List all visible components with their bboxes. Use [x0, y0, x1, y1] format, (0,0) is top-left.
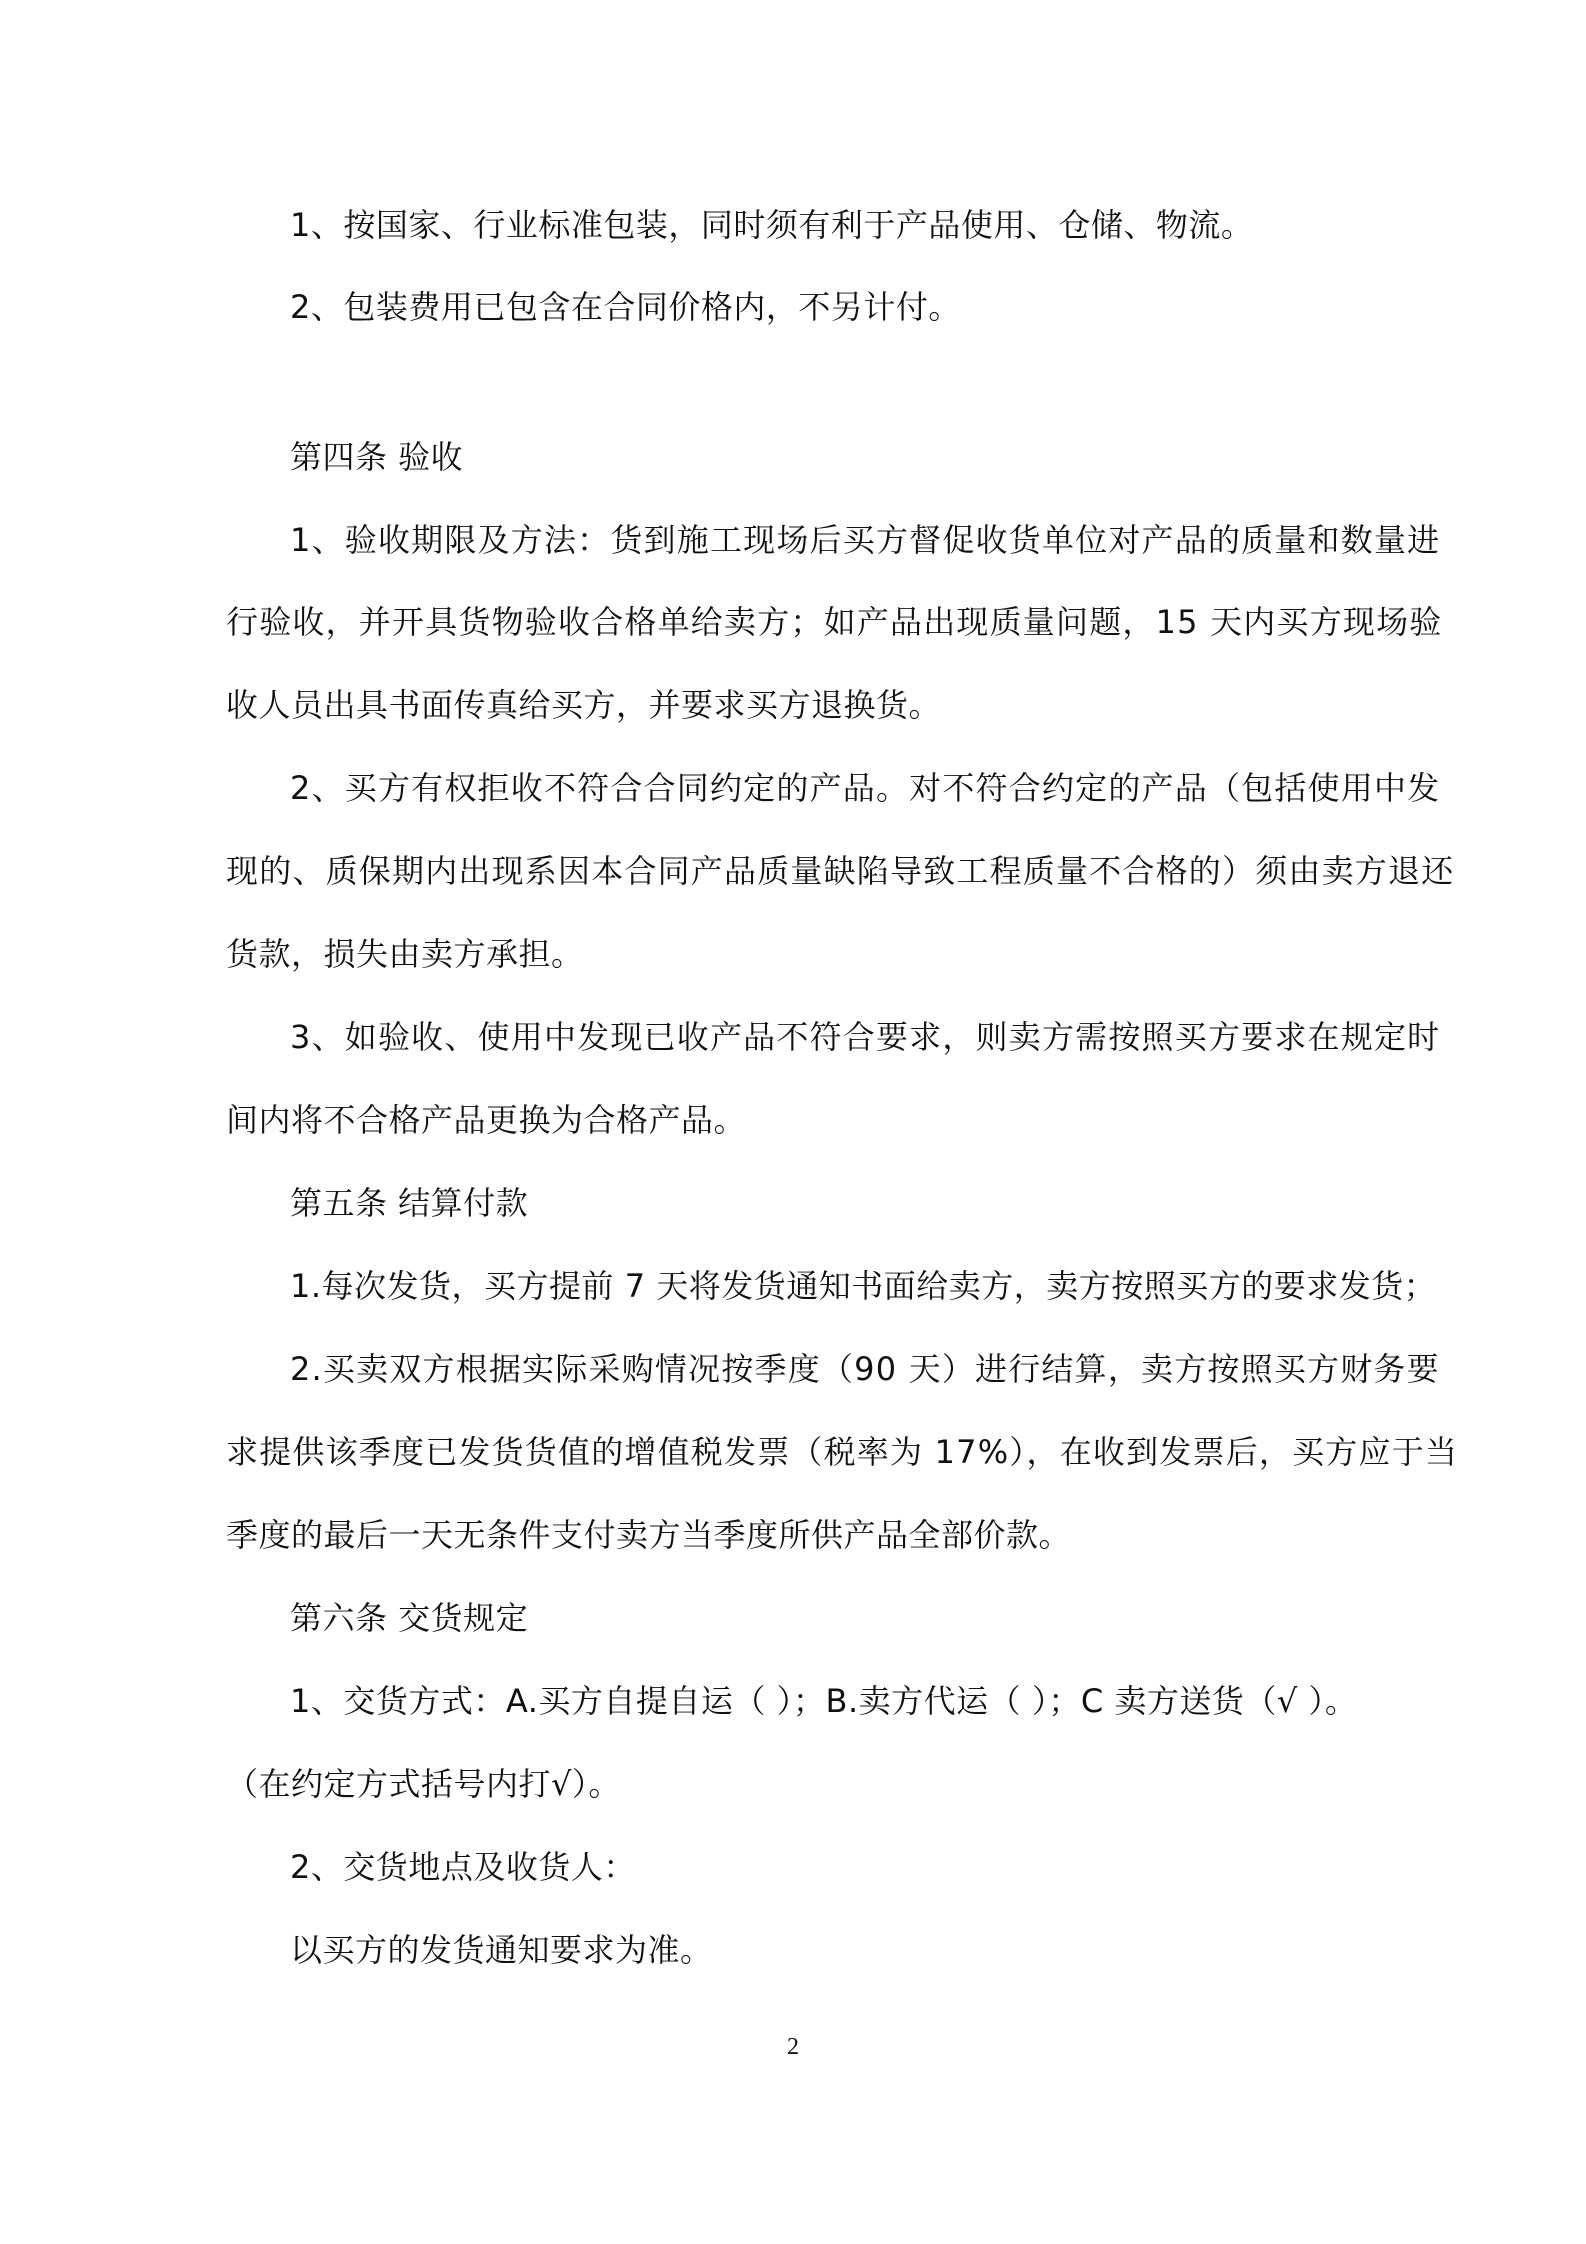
- article-6-item-2-detail: 以买方的发货通知要求为准。: [290, 1931, 713, 1969]
- article-6-item-1-line-1: 1、交货方式：A.买方自提自运（ ）；B.卖方代运（ ）；C 卖方送货（√ ）。: [290, 1682, 1358, 1720]
- article-4-item-1-line-3: 收人员出具书面传真给买方，并要求买方退换货。: [226, 686, 942, 724]
- clause-3-item-2: 2、包装费用已包含在合同价格内，不另计付。: [290, 288, 961, 326]
- article-4-item-1-line-2: 行验收，并开具货物验收合格单给卖方；如产品出现质量问题，15 天内买方现场验: [226, 603, 1443, 641]
- article-5-item-2-line-1: 2.买卖双方根据实际采购情况按季度（90 天）进行结算，卖方按照买方财务要: [290, 1350, 1440, 1388]
- page-number: 2: [787, 2034, 799, 2060]
- clause-3-item-1: 1、按国家、行业标准包装，同时须有利于产品使用、仓储、物流。: [290, 206, 1254, 244]
- article-4-item-3-line-2: 间内将不合格产品更换为合格产品。: [226, 1101, 747, 1139]
- article-4-heading: 第四条 验收: [290, 438, 464, 476]
- article-4-item-1-line-1: 1、验收期限及方法：货到施工现场后买方督促收货单位对产品的质量和数量进: [290, 521, 1441, 559]
- article-5-item-2-line-3: 季度的最后一天无条件支付卖方当季度所供产品全部价款。: [226, 1516, 1072, 1554]
- article-5-heading: 第五条 结算付款: [290, 1184, 529, 1222]
- article-5-item-2-line-2: 求提供该季度已发货货值的增值税发票（税率为 17%），在收到发票后，买方应于当: [226, 1433, 1459, 1471]
- article-6-item-1-line-2: （在约定方式括号内打√）。: [226, 1765, 621, 1803]
- article-4-item-3-line-1: 3、如验收、使用中发现已收产品不符合要求，则卖方需按照买方要求在规定时: [290, 1018, 1441, 1056]
- article-4-item-2-line-2: 现的、质保期内出现系因本合同产品质量缺陷导致工程质量不合格的）须由卖方退还: [226, 852, 1455, 890]
- article-4-item-2-line-3: 货款，损失由卖方承担。: [226, 935, 584, 973]
- article-4-item-2-line-1: 2、买方有权拒收不符合合同约定的产品。对不符合约定的产品（包括使用中发: [290, 769, 1441, 807]
- article-6-heading: 第六条 交货规定: [290, 1599, 529, 1637]
- article-6-item-2: 2、交货地点及收货人：: [290, 1848, 636, 1886]
- article-5-item-1: 1.每次发货，买方提前 7 天将发货通知书面给卖方，卖方按照买方的要求发货；: [290, 1267, 1437, 1305]
